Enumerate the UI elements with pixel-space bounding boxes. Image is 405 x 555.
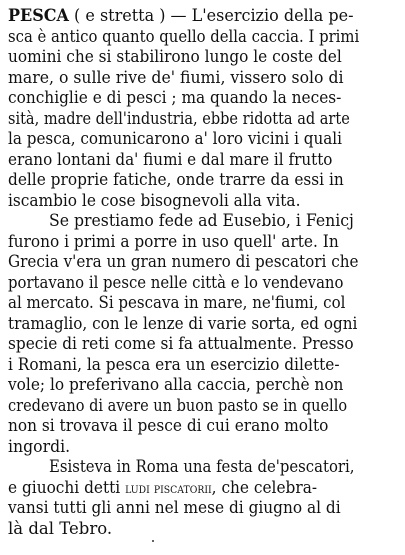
headword: PESCA: [8, 6, 69, 25]
text-line-9: delle proprie fatiche, onde trarre da essi in: [8, 170, 344, 189]
text-line-22: ingordi.: [8, 436, 71, 456]
line-text: — L'esercizio della pe-: [165, 6, 354, 25]
text-line-10: iscambio le cose bisognevoli alla vita.: [8, 190, 301, 210]
text-line-11: Se prestiamo fede ad Eusebio, i Fenicj: [49, 211, 354, 230]
text-line-14: portavano il pesce nelle città e lo vendevano: [8, 272, 344, 292]
text-line-23: Esisteva in Roma una festa de'pescatori,: [49, 457, 355, 476]
text-line-21: non si trovava il pesce di cui erano molto: [8, 416, 329, 435]
text-line-15: al mercato. Si pescava in mare, ne'fiumi, col: [8, 293, 346, 312]
text-line-1: [8, 5, 405, 26]
text-line-7: la pesca, comunicarono a' loro vicini i quali: [8, 129, 343, 148]
text-line-18: i Romani, la pesca era un esercizio dilette-: [8, 354, 340, 374]
text-line-8: erano lontani da' fiumi e dal mare il frutto: [8, 149, 333, 169]
text-line-16: tramaglio, con le lenze di varie sorta, ed ogni: [8, 313, 358, 333]
text-line-12: furono i primi a porre in uso quell' arte. In: [8, 231, 339, 251]
text-line-25: vansi tutti gli anni nel mese di giugno al di: [8, 498, 341, 517]
text-line-24: [8, 477, 405, 498]
line-text: e giuochi detti: [8, 477, 126, 497]
text-line-19: vole; lo preferivano alla caccia, perchè non: [8, 375, 344, 394]
text-line-6: sità, madre dell'industria, ebbe ridotta ad arte: [8, 108, 350, 128]
text-line-2: sca è antico quanto quello della caccia. I primi: [8, 26, 360, 46]
headword-note: ( e stretta ): [74, 6, 166, 25]
text-line-20: credevano di avere un buon pasto se in quello: [8, 395, 348, 415]
text-line-3: uomini che si stabilirono lungo le coste del: [8, 47, 342, 66]
text-line-17: specie di reti come si fa attualmente. Presso: [8, 334, 354, 353]
text-line-4: mare, o sulle rive de' fiumi, vissero solo di: [8, 67, 344, 87]
text-line-5: conchiglie e di pesci ; ma quando la neces-: [8, 88, 342, 107]
text-line-26: là dal Tebro.: [8, 518, 113, 538]
line-text: , che celebra-: [211, 477, 318, 497]
text-line-13: Grecia v'era un gran numero di pescatori che: [8, 252, 359, 271]
ink-speck: [152, 540, 154, 542]
ludi-piscatorii: ludi piscatorii: [125, 480, 212, 497]
